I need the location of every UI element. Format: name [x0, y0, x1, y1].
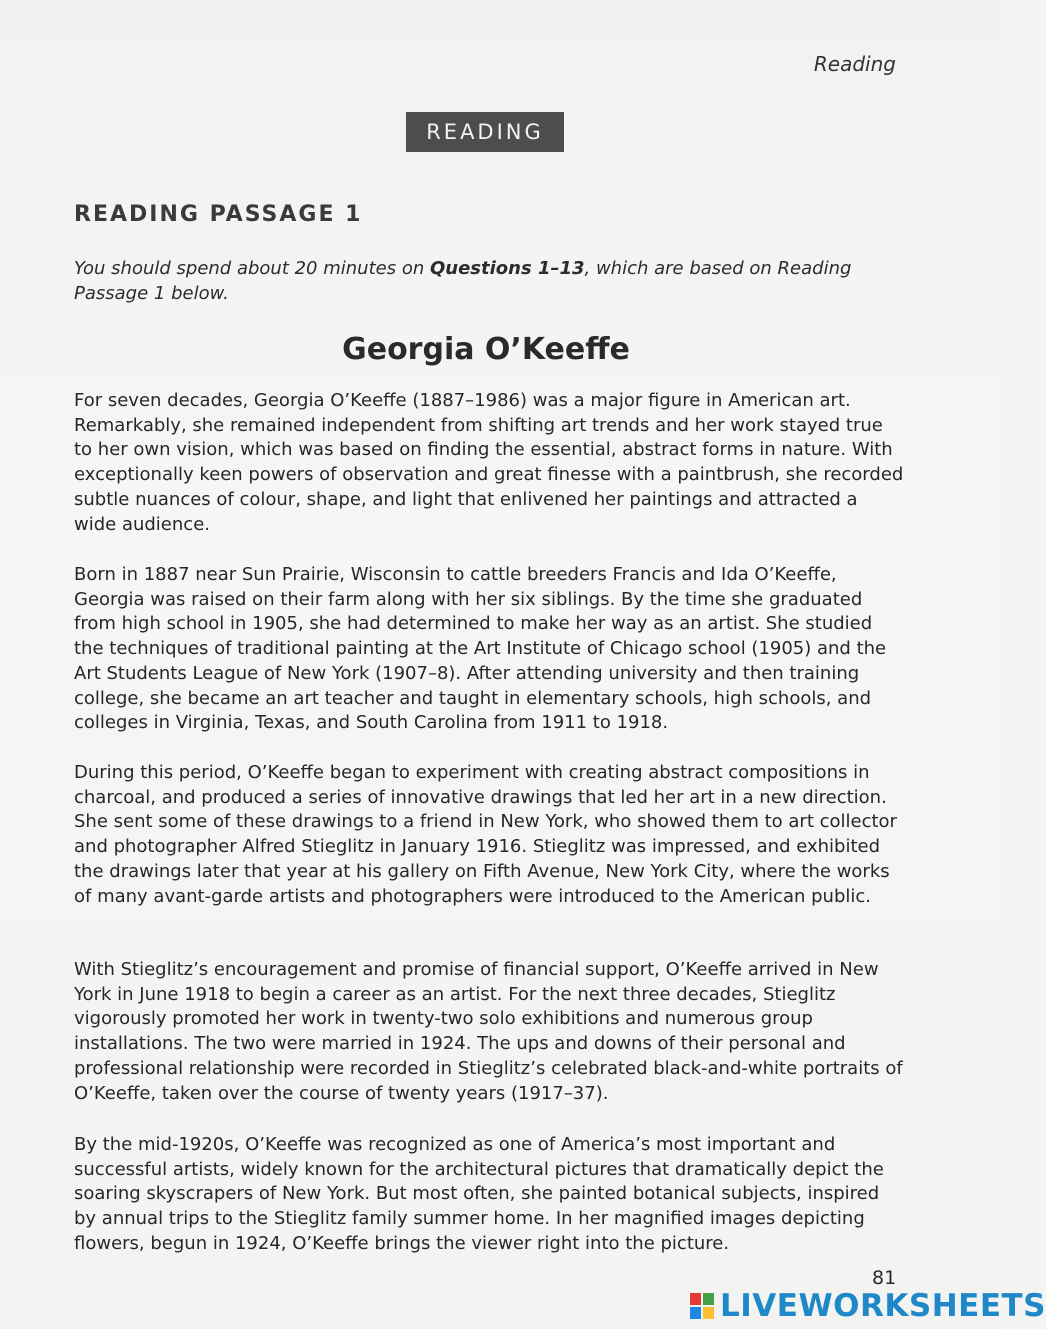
instructions — [74, 256, 904, 306]
liveworksheets-watermark — [690, 1288, 1046, 1324]
watermark-text: LIVEWORKSHEETS — [720, 1288, 1046, 1324]
article-title: Georgia O’Keeffe — [342, 332, 630, 367]
instructions-part2: , which are based on Reading Passage 1 below. — [74, 258, 852, 304]
liveworksheets-logo-icon — [690, 1291, 716, 1321]
passage-heading: READING PASSAGE 1 — [74, 202, 363, 227]
paragraph-4: With Stieglitz’s encouragement and promise of financial support, O’Keeffe arrived in New York in June 1918 to begin a career as an artist. For the next three decades, Stieglitz vigorously promoted her work in twenty-two solo exhibitions and numerous group installations. The two were married in 1924. The ups and downs of their personal and professional relationship were recorded in Stieglitz’s celebrated black-and-white portraits of O’Keeffe, taken over the course of twenty years (1917–37). — [74, 959, 903, 1104]
section-banner: READING — [406, 112, 564, 152]
instructions-part1: You should spend about 20 minutes on — [74, 258, 430, 279]
paragraph-3: During this period, O’Keeffe began to experiment with creating abstract compositions in charcoal, and produced a series of innovative drawings that led her art in a new direction. She sent some of these drawings to a friend in New York, who showed them to art collector and photographer Alfred Stieglitz in January 1916. Stieglitz was impressed, and exhibited the drawings later that year at his gallery on Fifth Avenue, New York City, where the works of many avant-garde artists and photographers were introduced to the American public. — [74, 762, 897, 907]
paragraph-5: By the mid-1920s, O’Keeffe was recognized as one of America’s most important and successful artists, widely known for the architectural pictures that dramatically depict the soaring skyscrapers of New York. But most often, she painted botanical subjects, inspired by annual trips to the Stieglitz family summer home. In her magnified images depicting flowers, begun in 1924, O’Keeffe brings the viewer right into the picture. — [74, 1134, 884, 1254]
paragraph-1: For seven decades, Georgia O’Keeffe (1887–1986) was a major figure in American art. Remarkably, she remained independent from shifting art trends and her work stayed true to her own vision, which was based on finding the essential, abstract forms in nature. With exceptionally keen powers of observation and great finesse with a paintbrush, she recorded subtle nuances of colour, shape, and light that enlivened her paintings and attracted a wide audience. — [74, 390, 904, 535]
instructions-questions: Questions 1–13 — [429, 258, 585, 279]
page-number: 81 — [872, 1267, 897, 1289]
running-head: Reading — [813, 52, 896, 76]
paragraph-2: Born in 1887 near Sun Prairie, Wisconsin to cattle breeders Francis and Ida O’Keeffe, Georgia was raised on their farm along with her six siblings. By the time she graduated from high school in 1905, she had determined to make her way as an artist. She studied the techniques of traditional painting at the Art Institute of Chicago school (1905) and the Art Students League of New York (1907–8). After attending university and then training college, she became an art teacher and taught in elementary schools, high schools, and colleges in Virginia, Texas, and South Carolina from 1911 to 1918. — [74, 564, 887, 734]
